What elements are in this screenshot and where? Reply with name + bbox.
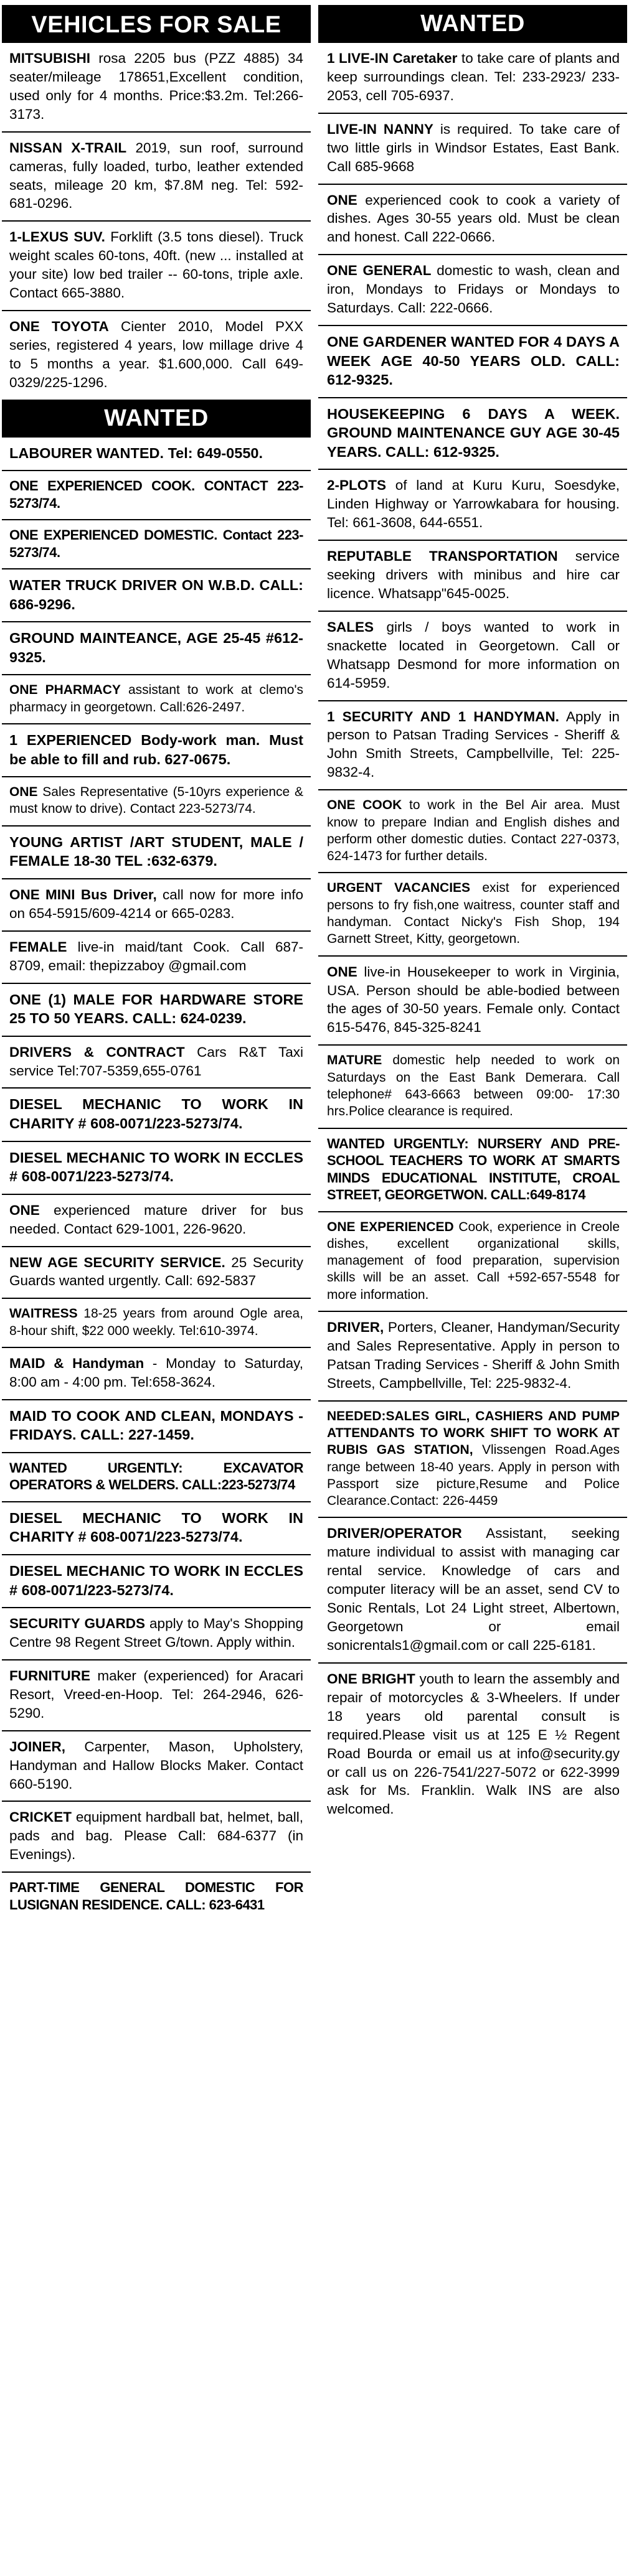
ad-lead: DRIVER, [327, 1319, 384, 1335]
ad-lead: DRIVERS & CONTRACT [9, 1044, 185, 1060]
ad-young-artist [2, 827, 311, 879]
ad-lead: ONE [9, 1202, 40, 1218]
ad-body: to work in the Bel Air area. Must know to prepare Indian and English dishes and perform other domestic duties. Contact 227-0373, 624-1473 for further details. [327, 798, 620, 864]
ad-maid-cook-clean [2, 1400, 311, 1453]
ad-body: Forklift (3.5 tons diesel). Truck weight scales 60-tons, 40ft. (new ... installed at your site) low bed trailer -- 60-tons, triple axle. Contact 665-3880. [9, 229, 303, 301]
ad-sales-snackette [318, 612, 627, 701]
ad-body: rosa 2205 bus (PZZ 4885) 34 seater/mileage 178651,Excellent condition, used only for 4 months. Price:$3.2m. Tel:266-3173. [9, 50, 303, 122]
ad-lead: DIESEL MECHANIC TO WORK IN ECCLES # 608-0071/223-5273/74. [9, 1149, 303, 1185]
ad-lead: ONE EXPERIENCED [327, 1219, 454, 1234]
ad-furniture-maker [2, 1660, 311, 1731]
ad-hardware-store-male [2, 984, 311, 1037]
ad-lead: CRICKET [9, 1809, 72, 1825]
ad-lead: PART-TIME GENERAL DOMESTIC FOR LUSIGNAN RESIDENCE. CALL: 623-6431 [9, 1880, 303, 1913]
ad-body: youth to learn the assembly and repair of motorcycles & 3-Wheelers. If under 18 years old parental consult is required.Please visit us at 125 E ½ Regent Road Bourda or email us at info@security.gy or call us on 226-7541/227-5072 or 622-3999 ask for Ms. Franklin. Walk INS are also welcomed. [327, 1670, 620, 1817]
ad-lead: DIESEL MECHANIC TO WORK IN ECCLES # 608-0071/223-5273/74. [9, 1562, 303, 1598]
ad-general-domestic [318, 255, 627, 326]
ad-maid-handyman [2, 1348, 311, 1400]
ad-lead: SALES [327, 619, 374, 635]
ad-drivers-contract [2, 1037, 311, 1089]
ad-pharmacy-assistant [2, 675, 311, 724]
ad-body: Sales Representative (5-10yrs experience & must know to drive). Contact 223-5273/74. [9, 785, 303, 817]
ad-bodywork-man [2, 724, 311, 777]
ad-body: girls / boys wanted to work in snackette located in Georgetown. Call or Whatsapp Desmond for more information on 614-5959. [327, 619, 620, 691]
ad-vehicle-toyota [2, 311, 311, 400]
ad-lead: HOUSEKEEPING 6 DAYS A WEEK. GROUND MAINTENANCE GUY AGE 30-45 YEARS. CALL: 612-9325. [327, 405, 620, 460]
ad-experienced-cook-creole [318, 1212, 627, 1312]
ad-experienced-domestic [2, 520, 311, 569]
ad-lead: 1 SECURITY AND 1 HANDYMAN. [327, 708, 559, 724]
ad-lead: ONE GARDENER WANTED FOR 4 DAYS A WEEK AGE 40-50 YEARS OLD. CALL: 612-9325. [327, 334, 620, 388]
ad-security-handyman [318, 701, 627, 791]
ad-lead: ONE GENERAL [327, 263, 432, 279]
ad-cricket-equipment [2, 1802, 311, 1873]
ad-joiner [2, 1731, 311, 1802]
ad-lead: ONE TOYOTA [9, 319, 109, 335]
ad-lead: LIVE-IN NANNY [327, 121, 433, 137]
ad-lead: WAITRESS [9, 1306, 78, 1321]
ad-body: of land at Kuru Kuru, Soesdyke, Linden Highway or Yarrowkabara for housing. Tel: 661-3608, 644-6551. [327, 477, 620, 531]
ad-lead: DIESEL MECHANIC TO WORK IN CHARITY # 608-0071/223-5273/74. [9, 1096, 303, 1132]
ad-body: maker (experienced) for Aracari Resort, Vreed-en-Hoop. Tel: 264-2946, 626-5290. [9, 1667, 303, 1721]
ad-housekeeping [318, 398, 627, 471]
ad-rubis-gas-station [318, 1402, 627, 1519]
ad-body: experienced cook to cook a variety of dishes. Ages 30-55 years old. Must be clean and honest. Call 222-0666. [327, 192, 620, 245]
ad-excavator-operators [2, 1453, 311, 1502]
ad-mini-bus-driver [2, 879, 311, 932]
ad-lead: DIESEL MECHANIC TO WORK IN CHARITY # 608-0071/223-5273/74. [9, 1509, 303, 1545]
wanted-header-right: WANTED [318, 5, 627, 43]
ad-lead: FEMALE [9, 939, 67, 955]
ad-body: live-in maid/tant Cook. Call 687-8709, email: thepizzaboy @gmail.com [9, 939, 303, 973]
ad-vehicle-lexus [2, 222, 311, 311]
ad-lead: ONE BRIGHT [327, 1670, 415, 1687]
ad-body: Assistant, seeking mature individual to assist with managing car rental service. Knowledge of cars and computer literacy will be an asset, send CV to Sonic Rentals, Lot 24 Light street, Albertown, Georgetown or email sonicrentals1@gmail.com or call 225-6181. [327, 1525, 620, 1653]
ad-lead: WANTED URGENTLY: EXCAVATOR OPERATORS & WELDERS. CALL:223-5273/74 [9, 1459, 303, 1493]
ad-diesel-mechanic-eccles-2 [2, 1555, 311, 1608]
ad-body: domestic to wash, clean and iron, Mondays to Fridays or Mondays to Saturdays. Call: 222-0666. [327, 263, 620, 316]
ad-live-in-caretaker [318, 43, 627, 114]
ad-body: call now for more info on 654-5915/609-4214 or 665-0283. [9, 886, 304, 921]
ad-lead: ONE EXPERIENCED COOK. CONTACT 223-5273/74. [9, 478, 303, 511]
ad-lead: ONE EXPERIENCED DOMESTIC. Contact 223-5273/74. [9, 527, 303, 560]
ad-reputable-transportation [318, 541, 627, 612]
ad-lead: URGENT VACANCIES [327, 881, 471, 896]
ad-lead: YOUNG ARTIST /ART STUDENT, MALE / FEMALE 18-30 TEL :632-6379. [9, 833, 303, 869]
ad-lead: ONE [327, 192, 357, 208]
ad-lead: REPUTABLE TRANSPORTATION [327, 548, 558, 564]
ad-body: Vlissengen Road.Ages range between 18-40 years. Apply in person with Passport size picture,Resume and Police Clearance.Contact: 226-4459 [327, 1443, 620, 1509]
ad-lead: WANTED URGENTLY: NURSERY AND PRE-SCHOOL TEACHERS TO WORK AT SMARTS MINDS EDUCATIONAL INSTITUTE, CROAL STREET, GEORGETWON. CALL:649-8174 [327, 1135, 620, 1202]
ad-body: 18-25 years from around Ogle area, 8-hour shift, $22 000 weekly. Tel:610-3974. [9, 1306, 303, 1338]
ad-vehicle-mitsubishi [2, 43, 311, 133]
ad-diesel-mechanic-charity-2 [2, 1502, 311, 1555]
ad-body: assistant to work at clemo's pharmacy in georgetown. Call:626-2497. [9, 683, 303, 714]
ad-housekeeper-virginia [318, 957, 627, 1046]
ad-waitress [2, 1299, 311, 1348]
ad-lead: WATER TRUCK DRIVER ON W.B.D. CALL: 686-9296. [9, 577, 303, 612]
ad-lead: ONE PHARMACY [9, 683, 121, 698]
ad-lead: 2-PLOTS [327, 477, 387, 494]
ad-lead: LABOURER WANTED. Tel: 649-0550. [9, 444, 263, 461]
ad-lead: ONE COOK [327, 798, 402, 813]
ad-body: domestic help needed to work on Saturdays on the East Bank Demerara. Call telephone# 643-6663 between 09:00- 17:30 hrs.Police clearance is required. [327, 1053, 620, 1119]
ad-lead: NEW AGE SECURITY SERVICE. [9, 1254, 225, 1270]
ad-experienced-cook [2, 471, 311, 520]
ad-labourer [2, 438, 311, 472]
ad-female-maid [2, 932, 311, 984]
ad-two-plots [318, 470, 627, 541]
ad-lead: MATURE [327, 1053, 382, 1068]
ad-lead: MAID TO COOK AND CLEAN, MONDAYS - FRIDAYS. CALL: 227-1459. [9, 1407, 303, 1443]
ad-lead: DRIVER/OPERATOR [327, 1525, 462, 1542]
ad-security-guards [2, 1608, 311, 1660]
ad-sales-representative [2, 777, 311, 827]
ad-body: equipment hardball bat, helmet, ball, pads and bag. Please Call: 684-6377 (in Evenings). [9, 1809, 303, 1863]
vehicles-for-sale-header: VEHICLES FOR SALE [2, 5, 311, 43]
ad-vehicle-nissan [2, 133, 311, 222]
ad-lead: ONE (1) MALE FOR HARDWARE STORE 25 TO 50 YEARS. CALL: 624-0239. [9, 991, 303, 1027]
ad-live-in-nanny [318, 114, 627, 185]
ad-body: Cars R&T Taxi service Tel:707-5359,655-0761 [9, 1044, 303, 1079]
ad-lead: JOINER, [9, 1738, 66, 1754]
ad-experienced-cook-right [318, 185, 627, 256]
ad-lead: 1 LIVE-IN Caretaker [327, 50, 458, 66]
ad-body: live-in Housekeeper to work in Virginia, USA. Person should be able-bodied between the ages of 30-50 years. Female only. Contact 615-5476, 845-325-8241 [327, 963, 620, 1036]
ad-body: experienced mature driver for bus needed. Contact 629-1001, 226-9620. [9, 1202, 303, 1237]
ad-water-truck-driver [2, 569, 311, 622]
ad-lead: SECURITY GUARDS [9, 1616, 145, 1632]
ad-one-cook-bel-air [318, 790, 627, 873]
ad-lead: MAID & Handyman [9, 1355, 144, 1371]
ad-ground-mainteance [2, 622, 311, 675]
ad-driver-operator [318, 1518, 627, 1663]
ad-lead: MITSUBISHI [9, 50, 91, 66]
ad-lead: ONE [9, 785, 38, 800]
ad-mature-bus-driver [2, 1195, 311, 1247]
ad-body: Carpenter, Mason, Upholstery, Handyman and Hallow Blocks Maker. Contact 660-5190. [9, 1738, 303, 1792]
left-column [2, 5, 311, 2576]
ad-nursery-teachers [318, 1129, 627, 1212]
ad-lead: ONE MINI Bus Driver, [9, 886, 157, 902]
ad-lead: NEEDED:SALES GIRL, CASHIERS AND PUMP ATTENDANTS TO WORK SHIFT TO WORK AT RUBIS GAS STATION, [327, 1408, 620, 1458]
ad-lead: ONE [327, 963, 357, 980]
ad-part-time-domestic [2, 1873, 311, 1921]
ad-lead: 1 EXPERIENCED Body-work man. Must be able to fill and rub. 627-0675. [9, 732, 303, 767]
ad-diesel-mechanic-eccles [2, 1142, 311, 1195]
ad-body: Apply in person to Patsan Trading Services - Sheriff & John Smith Streets, Campbellville, Tel: 225-9832-4. [327, 708, 620, 780]
ad-body: Cienter 2010, Model PXX series, registered 4 years, low millage drive 4 to 5 months a year. $1.600,000. Call 649-0329/225-1296. [9, 319, 303, 390]
ad-new-age-security [2, 1247, 311, 1300]
ad-urgent-vacancies [318, 873, 627, 956]
ad-body: exist for experienced persons to fry fish,one waitress, counter staff and handyman. Contact Nicky's Fish Shop, 194 Garnett Street, Kitty, georgetown. [327, 881, 620, 947]
ad-body: is required. To take care of two little girls in Windsor Estates, East Bank. Call 685-9668 [327, 121, 620, 174]
ad-lead: FURNITURE [9, 1667, 90, 1684]
ad-lead: NISSAN X-TRAIL [9, 139, 127, 156]
ad-body: apply to May's Shopping Centre 98 Regent Street G/town. Apply within. [9, 1616, 303, 1650]
ad-body: 25 Security Guards wanted urgently. Call: 692-5837 [9, 1254, 303, 1289]
right-column [318, 5, 627, 2576]
ad-body: service seeking drivers with minibus and hire car licence. Whatsapp"645-0025. [327, 548, 620, 601]
ad-mature-domestic [318, 1046, 627, 1128]
ad-gardener [318, 326, 627, 398]
ad-lead: GROUND MAINTEANCE, AGE 25-45 #612-9325. [9, 630, 303, 665]
ad-body: to take care of plants and keep surroundings clean. Tel: 233-2923/ 233-2053, cell 705-6937. [327, 50, 620, 103]
wanted-header-left: WANTED [2, 400, 311, 438]
ad-body: - Monday to Saturday, 8:00 am - 4:00 pm. Tel:658-3624. [9, 1355, 303, 1390]
ad-driver-porters [318, 1312, 627, 1402]
ad-body: Cook, experience in Creole dishes, excellent organizational skills, management of food preparation, supervision skills will be an asset. Call +592-657-5548 for more information. [327, 1219, 620, 1302]
ad-diesel-mechanic-charity [2, 1089, 311, 1141]
ad-body: Porters, Cleaner, Handyman/Security and Sales Representative. Apply in person to Patsan Trading Services - Sheriff & John Smith Streets, Campbellville, Tel: 225-9832-4. [327, 1319, 620, 1391]
ad-lead: 1-LEXUS SUV. [9, 229, 105, 245]
ad-one-bright-youth [318, 1664, 627, 1826]
ad-body: 2019, sun roof, surround cameras, fully loaded, turbo, leather extended seats, mileage 20 km, $7.8M neg. Tel: 592-681-0296. [9, 139, 303, 212]
